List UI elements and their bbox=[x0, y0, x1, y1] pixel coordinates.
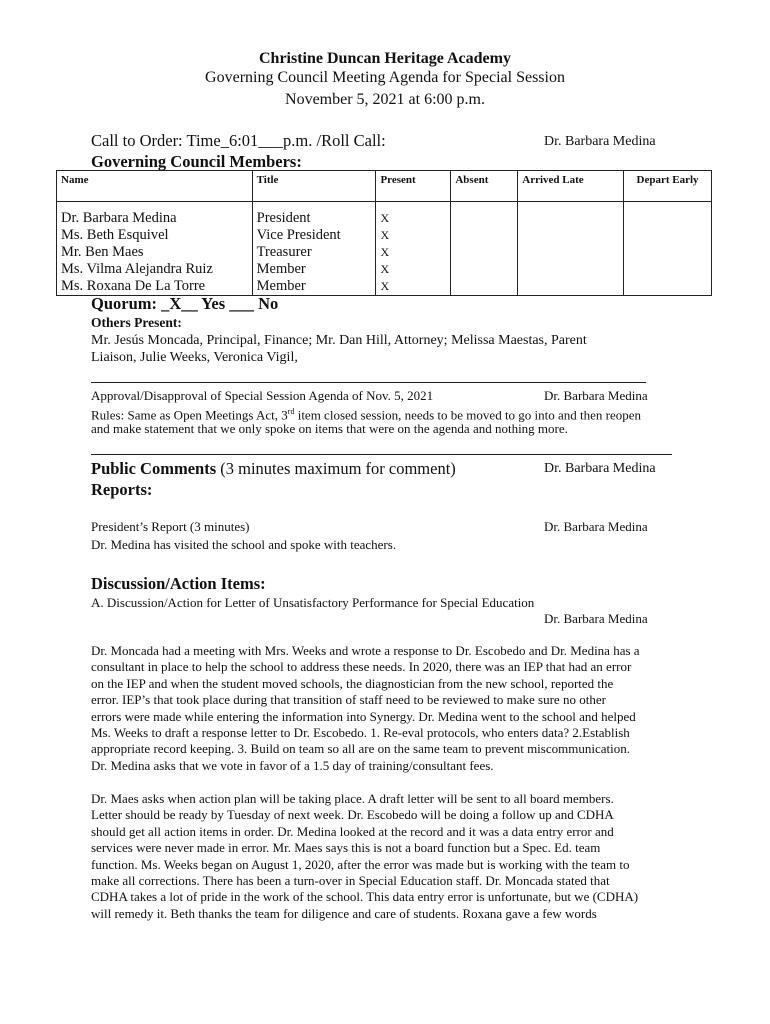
public-comments-title: Public Comments bbox=[91, 459, 217, 478]
quorum: Quorum: _X__ Yes ___ No bbox=[91, 294, 279, 313]
members-heading: Governing Council Members: bbox=[91, 152, 302, 171]
discussion-item-a-presenter: Dr. Barbara Medina bbox=[544, 611, 648, 626]
member-depart-early bbox=[624, 261, 712, 278]
call-to-order: Call to Order: Time_6:01___p.m. /Roll Call: bbox=[91, 131, 386, 150]
approval-item: Approval/Disapproval of Special Session Agenda of Nov. 5, 2021 bbox=[91, 388, 434, 403]
member-arrived-late bbox=[518, 210, 624, 227]
col-header-title: Title bbox=[252, 171, 376, 202]
paragraph-line: Letter should be ready by Tuesday of next week. Dr. Escobedo will be doing a follow up and CDHA bbox=[91, 807, 614, 823]
table-row bbox=[57, 227, 712, 244]
member-depart-early bbox=[624, 244, 712, 261]
reports-heading: Reports: bbox=[91, 480, 153, 499]
public-comments-note: (3 minutes maximum for comment) bbox=[216, 459, 456, 478]
paragraph-line: consultant in place to help the school to address these needs. In 2020, there was an IEP that had an error bbox=[91, 659, 632, 675]
col-header-absent: Absent bbox=[451, 171, 518, 202]
table-header-row bbox=[57, 171, 712, 202]
member-present: X bbox=[376, 244, 451, 261]
paragraph-line: Ms. Weeks to draft a response letter to Dr. Escobedo. 1. Re-eval protocols, who enters data? 2.Establish bbox=[91, 725, 630, 741]
divider-line bbox=[91, 454, 672, 455]
table-row bbox=[57, 261, 712, 278]
paragraph-line: Dr. Moncada had a meeting with Mrs. Weeks and wrote a response to Dr. Escobedo and Dr. Medina has a bbox=[91, 643, 640, 658]
member-absent bbox=[451, 227, 518, 244]
rules-text-start: Rules: Same as Open Meetings Act, 3 bbox=[91, 407, 288, 423]
paragraph-line: errors were made while entering the information into Synergy. Dr. Medina went to the school and helped bbox=[91, 708, 636, 724]
table-row bbox=[57, 244, 712, 261]
member-arrived-late bbox=[518, 278, 624, 296]
col-header-arrived-late: Arrived Late bbox=[518, 171, 624, 202]
member-arrived-late bbox=[518, 227, 624, 244]
rules-superscript: rd bbox=[287, 407, 295, 416]
call-to-order-presenter: Dr. Barbara Medina bbox=[544, 134, 656, 149]
school-name: Christine Duncan Heritage Academy bbox=[259, 50, 511, 67]
paragraph-line: Dr. Maes asks when action plan will be taking place. A draft letter will be sent to all board members. bbox=[91, 791, 614, 806]
paragraph-line: should get all action items in order. Dr. Medina looked at the record and it was a data entry error and bbox=[91, 823, 614, 839]
meeting-title: Governing Council Meeting Agenda for Special Session bbox=[205, 69, 565, 86]
member-title: Member bbox=[252, 261, 376, 278]
member-name: Dr. Barbara Medina bbox=[57, 210, 253, 227]
paragraph-line: will remedy it. Beth thanks the team for diligence and care of students. Roxana gave a few words bbox=[91, 905, 597, 921]
member-depart-early bbox=[624, 278, 712, 296]
member-depart-early bbox=[624, 210, 712, 227]
col-header-present: Present bbox=[376, 171, 451, 202]
discussion-item-a: A. Discussion/Action for Letter of Unsatisfactory Performance for Special Education bbox=[91, 595, 535, 610]
member-name: Ms. Roxana De La Torre bbox=[57, 278, 253, 296]
meeting-date: November 5, 2021 at 6:00 p.m. bbox=[285, 91, 485, 108]
approval-rules-line-2: and make statement that we only spoke on items that were on the agenda and nothing more. bbox=[91, 421, 568, 436]
others-line-2: Liaison, Julie Weeks, Veronica Vigil, bbox=[91, 350, 298, 365]
public-comments bbox=[91, 459, 456, 479]
member-name: Ms. Vilma Alejandra Ruiz bbox=[57, 261, 253, 278]
member-present: X bbox=[376, 227, 451, 244]
paragraph-line: CDHA takes a lot of pride in the work of the school. This data entry error is unfortunate, but we (CDHA) bbox=[91, 889, 639, 905]
member-absent bbox=[451, 244, 518, 261]
member-arrived-late bbox=[518, 261, 624, 278]
rules-text-end: item closed session, needs to be moved to go into and then reopen bbox=[294, 407, 642, 423]
discussion-paragraph-1 bbox=[91, 643, 691, 774]
col-header-depart-early: Depart Early bbox=[624, 171, 712, 202]
member-present: X bbox=[376, 261, 451, 278]
member-absent bbox=[451, 261, 518, 278]
member-title: Vice President bbox=[252, 227, 376, 244]
discussion-heading: Discussion/Action Items: bbox=[91, 574, 266, 593]
public-comments-presenter: Dr. Barbara Medina bbox=[544, 461, 656, 476]
member-present: X bbox=[376, 210, 451, 227]
discussion-paragraph-2 bbox=[91, 791, 691, 922]
member-title: Member bbox=[252, 278, 376, 296]
presidents-report: President’s Report (3 minutes) bbox=[91, 519, 250, 534]
col-header-name: Name bbox=[57, 171, 253, 202]
table-row bbox=[57, 210, 712, 227]
divider-line bbox=[91, 382, 646, 383]
member-depart-early bbox=[624, 227, 712, 244]
paragraph-line: services were never made in error. Mr. Maes says this is not a board function but a Spec. Ed. team bbox=[91, 840, 601, 856]
paragraph-line: function. Ms. Weeks began on August 1, 2020, after the error was made but is working with the team to bbox=[91, 856, 630, 872]
presidents-report-presenter: Dr. Barbara Medina bbox=[544, 519, 648, 534]
paragraph-line: on the IEP and when the student moved schools, the diagnostician from the new school, reported the bbox=[91, 675, 614, 691]
member-name: Mr. Ben Maes bbox=[57, 244, 253, 261]
approval-presenter: Dr. Barbara Medina bbox=[544, 388, 648, 403]
table-row bbox=[57, 278, 712, 296]
member-arrived-late bbox=[518, 244, 624, 261]
paragraph-line: Dr. Medina asks that we vote in favor of a 1.5 day of training/consultant fees. bbox=[91, 757, 494, 773]
paragraph-line: make all corrections. There has been a turn-over in Special Education staff. Dr. Moncada stated that bbox=[91, 873, 610, 889]
member-absent bbox=[451, 210, 518, 227]
member-present: X bbox=[376, 278, 451, 296]
paragraph-line: error. IEP’s that took place during that transition of staff need to be reviewed to make sure no other bbox=[91, 692, 606, 708]
members-table bbox=[56, 170, 712, 296]
member-name: Ms. Beth Esquivel bbox=[57, 227, 253, 244]
others-line-1: Mr. Jesús Moncada, Principal, Finance; Mr. Dan Hill, Attorney; Melissa Maestas, Parent bbox=[91, 333, 587, 348]
paragraph-line: appropriate record keeping. 3. Build on team so all are on the same team to prevent miscommunication. bbox=[91, 741, 630, 757]
member-absent bbox=[451, 278, 518, 296]
others-heading: Others Present: bbox=[91, 315, 182, 330]
member-title: President bbox=[252, 210, 376, 227]
presidents-report-detail: Dr. Medina has visited the school and spoke with teachers. bbox=[91, 537, 397, 552]
member-title: Treasurer bbox=[252, 244, 376, 261]
